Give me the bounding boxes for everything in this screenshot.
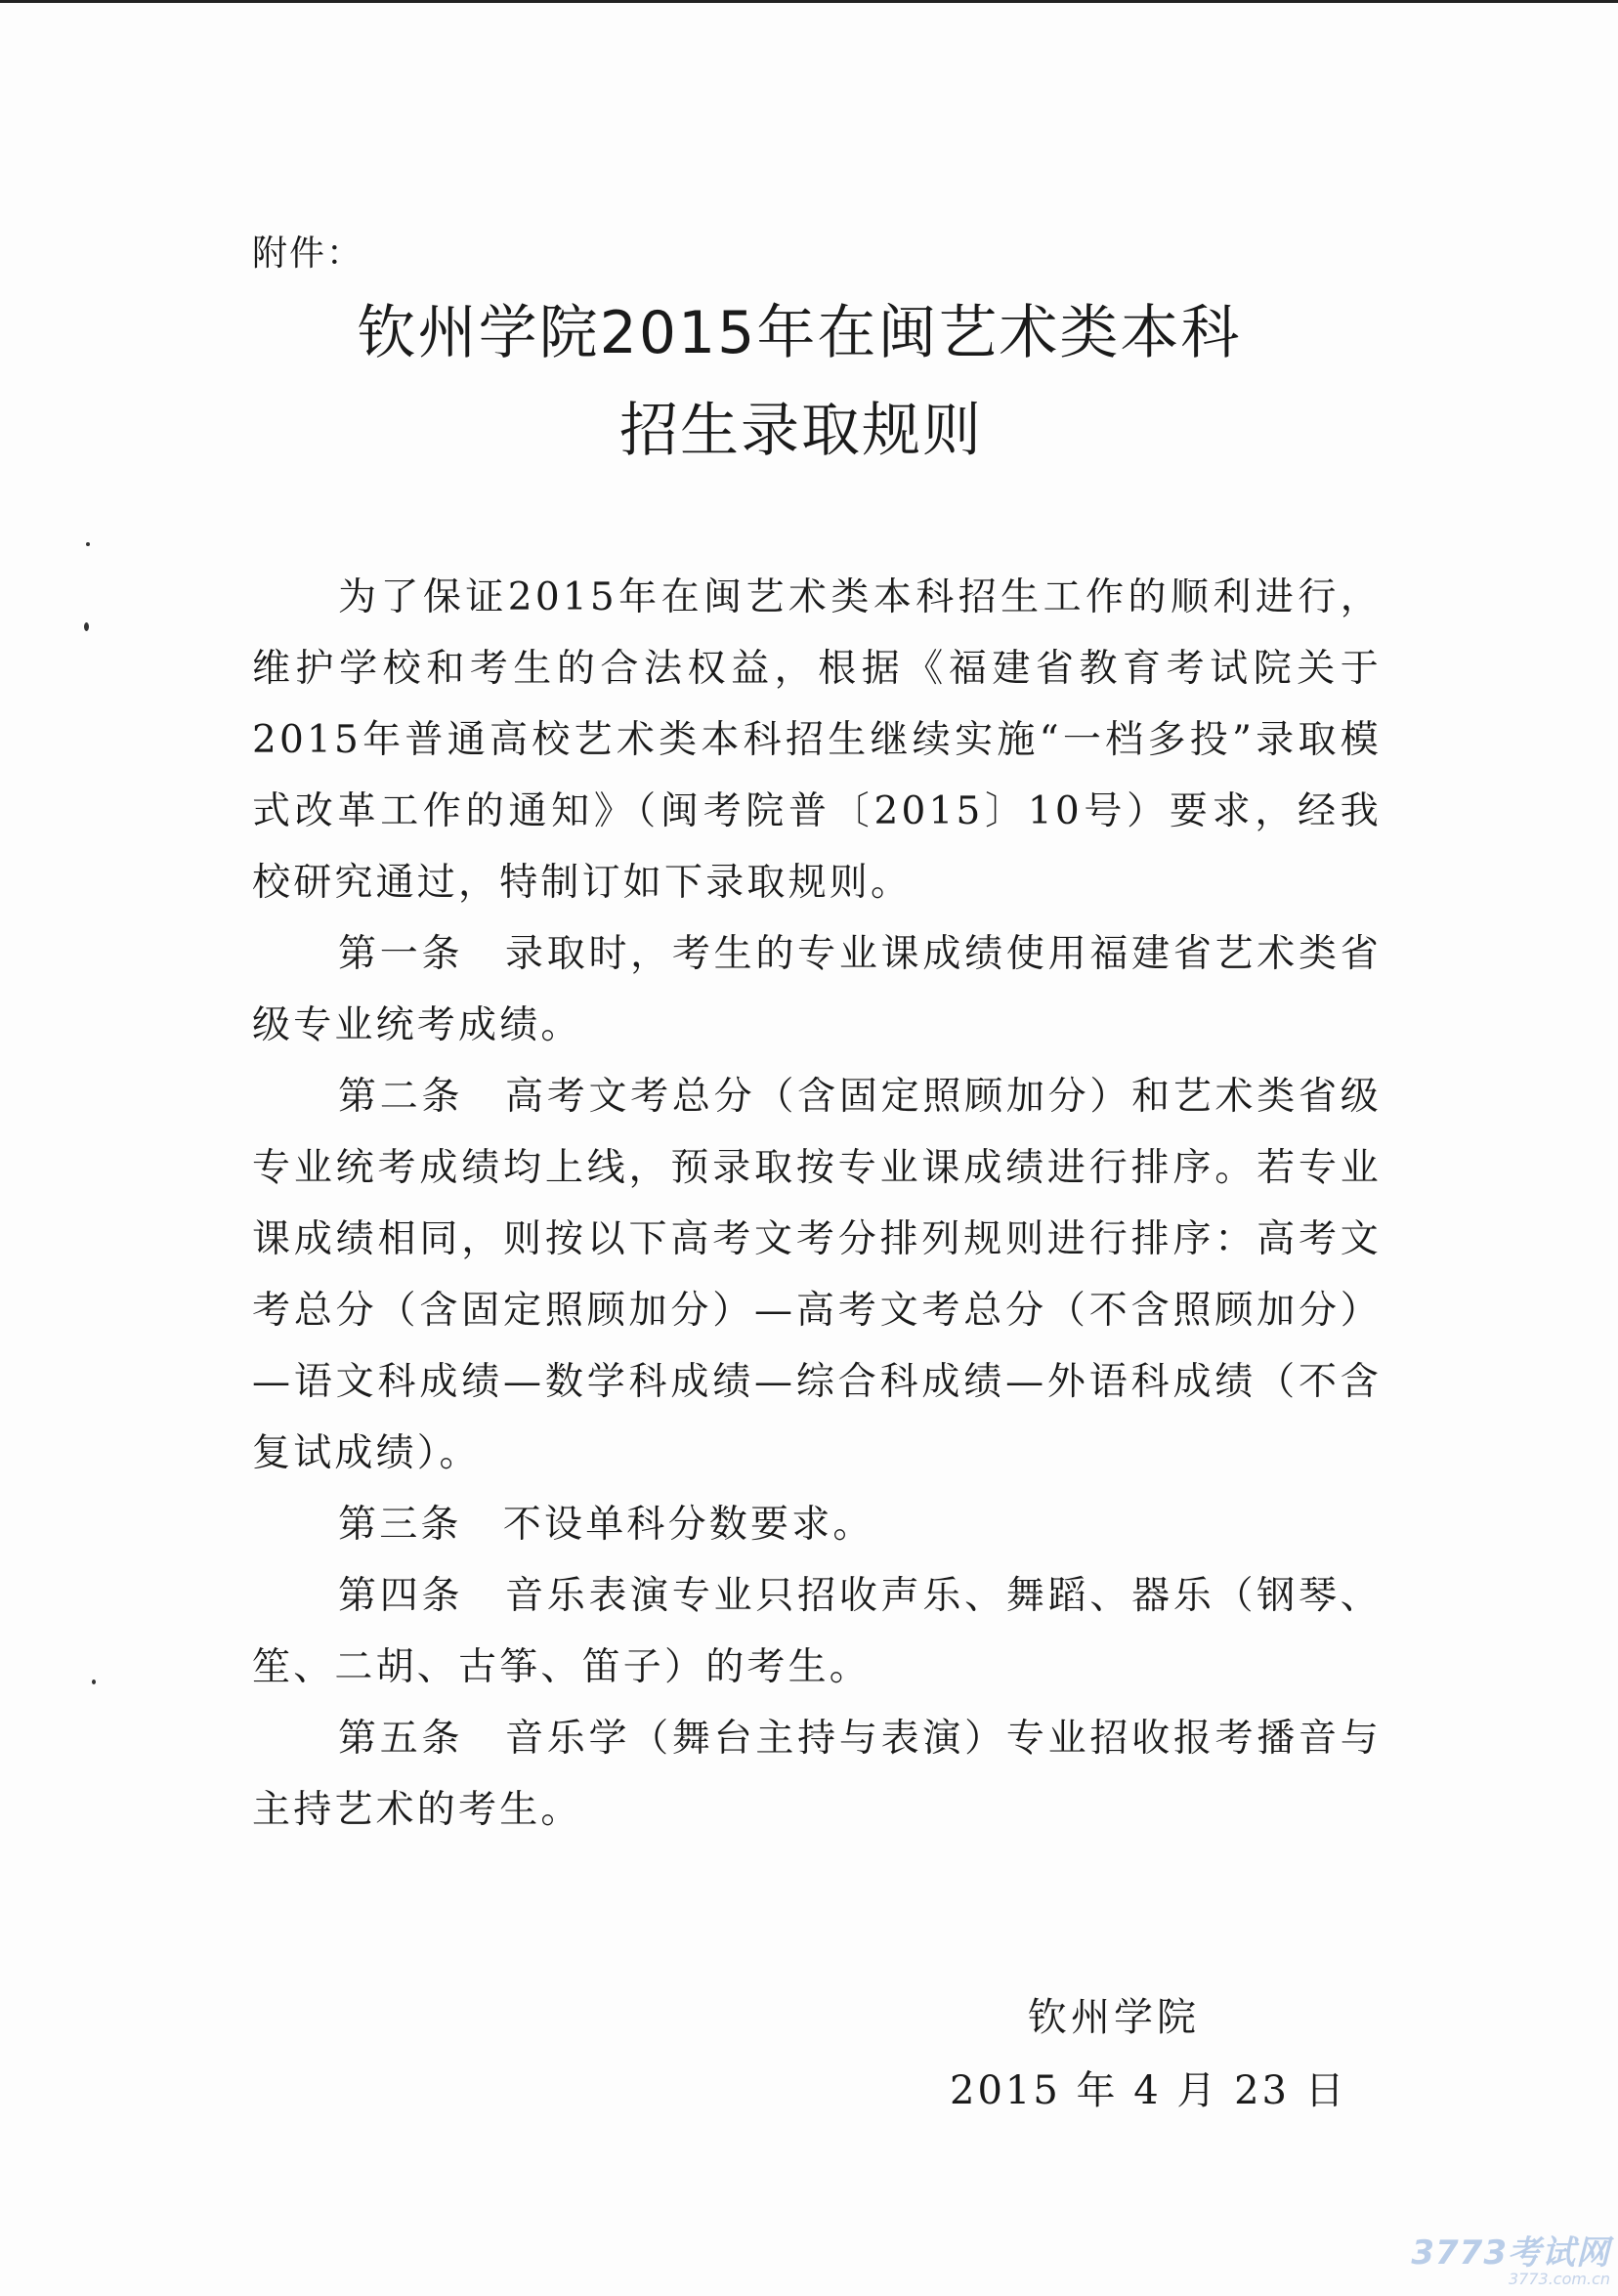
article-5: 第五条 音乐学（舞台主持与表演）专业招收报考播音与主持艺术的考生。: [252, 1717, 1382, 1832]
article-2: 第二条 高考文考总分（含固定照顾加分）和艺术类省级专业统考成绩均上线，预录取按专业课成绩进行排序。若专业课成绩相同，则按以下高考文考分排列规则进行排序：高考文考总分（含固定照顾加分）—高考文考总分（不含照顾加分）—语文科成绩—数学科成绩—综合科成绩—外语科成绩（不含复试成绩）。: [252, 1075, 1382, 1475]
scan-speck: [92, 1679, 96, 1684]
document-body: [252, 562, 1382, 1846]
watermark-url: 3773.com.cn: [1509, 2270, 1610, 2288]
scan-speck: [84, 622, 89, 631]
article-3: 第三条 不设单科分数要求。: [338, 1503, 874, 1547]
signature-organization: 钦州学院: [1028, 1995, 1200, 2040]
scan-speck: [86, 542, 90, 546]
site-watermark: [1411, 2226, 1610, 2288]
document-title-line1: 钦州学院2015年在闽艺术类本科: [357, 299, 1242, 367]
article-4: 第四条 音乐表演专业只招收声乐、舞蹈、器乐（钢琴、笙、二胡、古筝、笛子）的考生。: [252, 1574, 1382, 1689]
signature-date: 2015 年 4 月 23 日: [950, 2068, 1347, 2113]
intro-paragraph: 为了保证2015年在闽艺术类本科招生工作的顺利进行，维护学校和考生的合法权益，根据《福建省教育考试院关于2015年普通高校艺术类本科招生继续实施“一档多投”录取模式改革工作的通知》（闽考院普〔2015〕10号）要求，经我校研究通过，特制订如下录取规则。: [252, 575, 1382, 905]
article-1: 第一条 录取时，考生的专业课成绩使用福建省艺术类省级专业统考成绩。: [252, 932, 1382, 1047]
attachment-label: 附件：: [252, 234, 364, 274]
watermark-logo: 3773考试网: [1411, 2233, 1610, 2273]
document-title-line2: 招生录取规则: [619, 397, 983, 465]
